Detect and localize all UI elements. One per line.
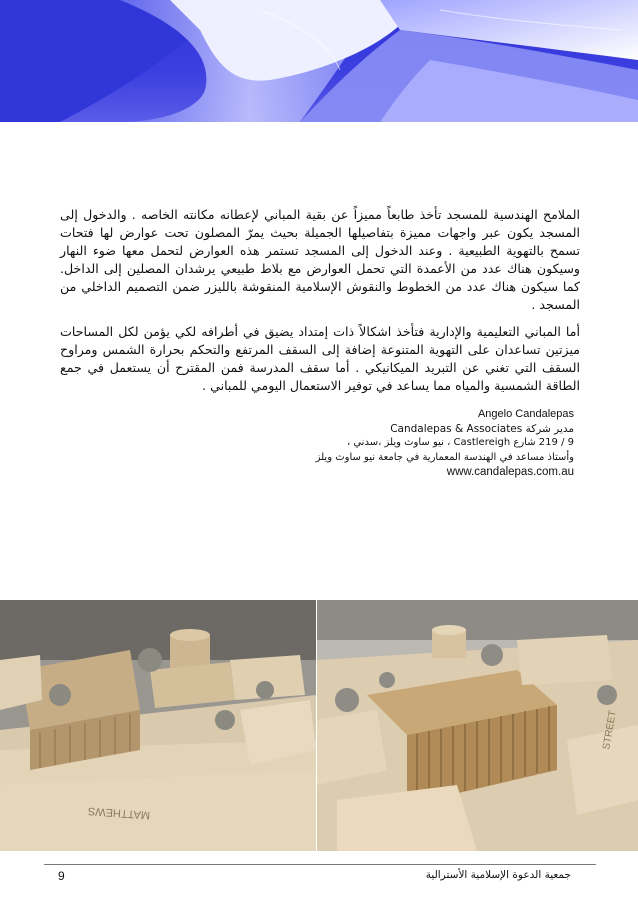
author-address: 9 / 219 شارع Castlereigh ، نيو ساوث ويلز ،سدني ، [346,437,574,448]
street-sign-matthews: MATTHEWS [87,804,151,821]
footer-organization: جمعية الدعوة الإسلامية الأسترالية [425,869,571,881]
author-firm: مدير شركة Candalepas & Associates [390,422,574,435]
street-sign-street: STREET [601,709,619,751]
page-number: 9 [58,869,65,883]
abstract-architecture-banner-image [0,0,638,122]
paragraph-school-buildings: أما المباني التعليمية والإدارية فتأخذ اشكالاً ذات إمتداد يضيق في أطرافه لكي يؤمن لكل المساحات ميزتين تساعدان على التهوية المتنوعة إضافة إلى السقف المرتفع والتحكم بحرارة الشمس ومراوح السقف التي تغني عن التبريد الميكانيكي . أما سقف المدرسة فمن المقترح أن يستعمل في جمع الطاقة الشمسية والمياه مما يساعد في توفير الاستعمال اليومي للمباني . [60,324,580,393]
footer-divider [44,864,596,865]
author-website: www.candalepas.com.au [446,466,574,478]
architectural-model-photo-left [0,600,316,851]
author-credit [274,407,574,480]
paragraph-mosque-design: الملامح الهندسية للمسجد تأخذ طابعاً مميزاً عن بقية المباني لإعطانه مكانته الخاصه . والدخول إلى المسجد يكون عبر واجهات مميزة بتفاصيلها الجميلة بحيث يمرّ المصلون تحت عوارض لها فتحات تسمح بالتهوية الطبيعية . وعند الدخول إلى المسجد تستمر هذه العوارض لتحمل معها ضوء النهار وسيكون هناك عدد من الأعمدة التي تحمل العوارض مع بلاط طبيعي يرشدان المصلين إلى الداخل. كما سيكون هناك عدد من الخطوط والنقوش الإسلامية المنقوشة بالليزر ضمن التصميم الداخلي من المسجد . [60,207,580,312]
author-name: Angelo Candalepas [477,408,574,420]
header-banner [0,0,638,122]
author-role: وأستاذ مساعد في الهندسة المعمارية في جامعة نيو ساوث ويلز [315,451,574,463]
architectural-model-photo-right [317,600,638,851]
